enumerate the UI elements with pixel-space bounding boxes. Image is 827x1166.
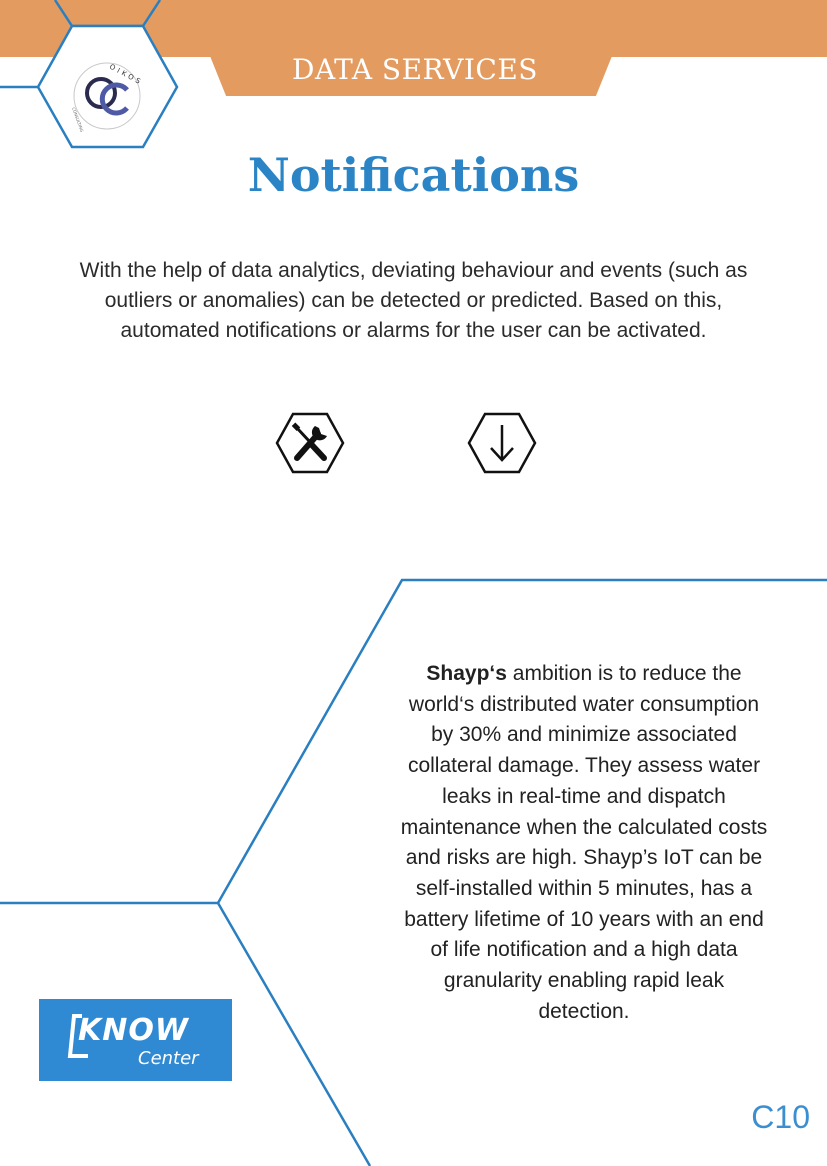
page-number: C10 [751,1099,810,1135]
svg-text:CONSULTING: CONSULTING [71,106,85,133]
case-study-body: ambition is to reduce the world‘s distributed water consumption by 30% and minimize associated collateral damage. They assess water leaks in real-time and dispatch maintenance when the calculated costs and risks are high. Shayp’s IoT can be self-installed within 5 minutes, has a battery lifetime of 10 years with an end of life notification and a high data granularity enabling rapid leak detection. [400,662,768,1023]
svg-text:OIKOS: OIKOS [108,62,145,88]
section-title: DATA SERVICES [292,53,538,86]
know-center-word: KNOW [78,1013,189,1048]
know-center-sub: Center [138,1048,199,1069]
tools-icon [275,412,345,474]
oikos-logo [64,56,154,136]
case-study-text [400,659,768,1027]
intro-text: With the help of data analytics, deviating behaviour and events (such as outliers or anomalies) can be detected or predicted. Based on this, automated notifications or alarms for the user can be activated. [79,259,748,342]
page-title: Notifications [247,148,580,202]
case-study-company: Shayp‘s [426,662,507,685]
arrow-down-icon [467,412,537,474]
